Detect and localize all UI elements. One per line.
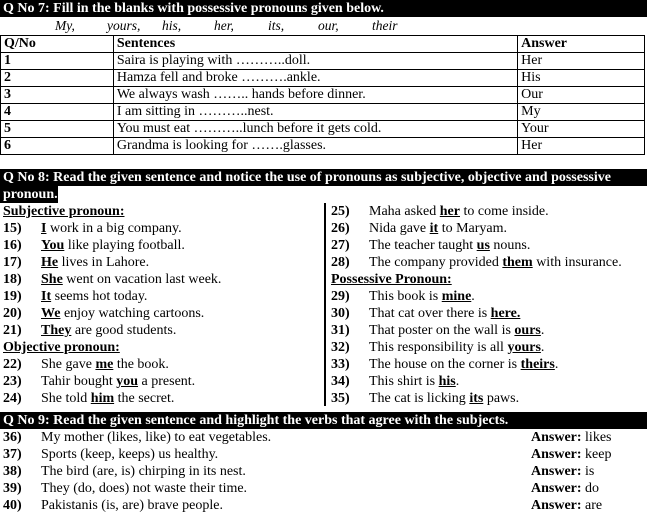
sentence-text xyxy=(369,203,549,220)
sentence-text: The bird (are, is) chirping in its nest. xyxy=(41,464,246,479)
row-number: 6 xyxy=(1,138,114,155)
sentence-text xyxy=(41,322,176,339)
header-sentences: Sentences xyxy=(113,36,517,53)
pronoun-word: yours, xyxy=(107,18,141,33)
item-number: 23) xyxy=(3,374,22,389)
item-number: 27) xyxy=(331,238,350,253)
row-sentence: Hamza fell and broke ……….ankle. xyxy=(113,70,517,87)
sentence-pre: Nida gave xyxy=(369,221,430,236)
sentence-pre: Tahir bought xyxy=(41,374,117,389)
sentence-pre: That poster on the wall is xyxy=(369,323,515,338)
answer-label: Answer: xyxy=(531,430,582,445)
pronoun-highlight: him xyxy=(90,391,115,406)
sentence-text xyxy=(41,220,182,237)
pronoun-highlight: me xyxy=(95,357,114,372)
answer-value: do xyxy=(585,481,600,496)
q9-row xyxy=(3,446,643,463)
pronoun-highlight: They xyxy=(41,323,72,338)
item-number: 16) xyxy=(3,238,22,253)
sentence-text xyxy=(369,288,475,305)
table-row xyxy=(1,53,645,70)
answer xyxy=(531,446,611,463)
sentence-text xyxy=(41,305,204,322)
sentence-text xyxy=(369,254,622,271)
sentence-post: like playing football. xyxy=(64,238,185,253)
item-number: 15) xyxy=(3,221,22,236)
row-sentence: Grandma is looking for …….glasses. xyxy=(113,138,517,155)
sentence-post: nouns. xyxy=(489,238,531,253)
row-answer: Her xyxy=(518,53,645,70)
item-number: 26) xyxy=(331,221,350,236)
column-divider xyxy=(324,203,326,406)
sentence-post: are good students. xyxy=(71,323,177,338)
sentence-text xyxy=(369,390,519,407)
q8-title-line1: Q No 8: Read the given sentence and notice the use of pronouns as subjective, objective and possessive xyxy=(0,169,647,186)
sentence-text: Pakistanis (is, are) brave people. xyxy=(41,498,223,513)
sentence-post: a present. xyxy=(138,374,196,389)
sentence-text: Sports (keep, keeps) us healthy. xyxy=(41,447,219,462)
item-number: 30) xyxy=(331,306,350,321)
sentence-text xyxy=(41,390,174,407)
pronoun-highlight: it xyxy=(429,221,439,236)
sentence-post: work in a big company. xyxy=(46,221,182,236)
sentence-text: They (do, does) not waste their time. xyxy=(41,481,248,496)
sentence-post: . xyxy=(455,374,460,389)
item-number: 39) xyxy=(3,481,22,496)
row-answer: Your xyxy=(518,121,645,138)
row-answer: Our xyxy=(518,87,645,104)
item-number: 28) xyxy=(331,255,350,270)
sentence-post: seems hot today. xyxy=(51,289,148,304)
sentence-pre: The cat is licking xyxy=(369,391,470,406)
item-number: 33) xyxy=(331,357,350,372)
sentence-text xyxy=(369,322,544,339)
row-number: 2 xyxy=(1,70,114,87)
pronoun-highlight: us xyxy=(476,238,490,253)
pronoun-highlight: its xyxy=(469,391,484,406)
q9-title: Q No 9: Read the given sentence and highlight the verbs that agree with the subjects. xyxy=(0,412,647,429)
table-row xyxy=(1,104,645,121)
sentence-text xyxy=(369,339,544,356)
answer-label: Answer: xyxy=(531,464,582,479)
pronoun-word: his, xyxy=(162,18,182,33)
sentence-pre: The company provided xyxy=(369,255,503,270)
sentence-text xyxy=(369,305,520,322)
sentence-post: went on vacation last week. xyxy=(62,272,222,287)
item-number: 37) xyxy=(3,447,22,462)
sentence-text xyxy=(41,254,149,271)
sentence-post: lives in Lahore. xyxy=(58,255,150,270)
answer xyxy=(531,429,612,446)
sentence-pre: This book is xyxy=(369,289,442,304)
pronoun-highlight: You xyxy=(41,238,65,253)
pronoun-word: our, xyxy=(318,18,339,33)
pronoun-highlight: ours xyxy=(514,323,541,338)
sentence-text xyxy=(41,237,185,254)
sentence-post: . xyxy=(554,357,559,372)
sentence-post: . xyxy=(540,340,545,355)
sentence-pre: Maha asked xyxy=(369,204,440,219)
pronoun-highlight: I xyxy=(41,221,47,236)
sentence-post: to Maryam. xyxy=(438,221,508,236)
row-sentence: I am sitting in ………..nest. xyxy=(113,104,517,121)
sentence-text xyxy=(369,373,459,390)
pronoun-word: its, xyxy=(268,18,285,33)
q9-row xyxy=(3,480,643,497)
row-answer: My xyxy=(518,104,645,121)
sentence-text: My mother (likes, like) to eat vegetables. xyxy=(41,430,272,445)
pronoun-highlight: She xyxy=(41,272,63,287)
header-answer: Answer xyxy=(518,36,645,53)
sentence-pre: She told xyxy=(41,391,91,406)
item-number: 20) xyxy=(3,306,22,321)
pronoun-list xyxy=(0,18,647,34)
row-number: 1 xyxy=(1,53,114,70)
answer xyxy=(531,480,599,497)
sentence-pre: The house on the corner is xyxy=(369,357,521,372)
row-number: 4 xyxy=(1,104,114,121)
row-number: 5 xyxy=(1,121,114,138)
header-qno: Q/No xyxy=(1,36,114,53)
pronoun-highlight: them xyxy=(502,255,533,270)
answer xyxy=(531,463,594,480)
subjective-heading: Subjective pronoun: xyxy=(3,204,125,219)
row-sentence: Saira is playing with ………..doll. xyxy=(113,53,517,70)
q9-row xyxy=(3,429,643,446)
q9-row xyxy=(3,497,643,514)
pronoun-highlight: mine xyxy=(441,289,472,304)
sentence-text xyxy=(41,373,195,390)
table-header-row xyxy=(1,36,645,53)
item-number: 22) xyxy=(3,357,22,372)
sentence-post: with insurance. xyxy=(532,255,622,270)
table-row xyxy=(1,138,645,155)
item-number: 32) xyxy=(331,340,350,355)
sentence-post: to come inside. xyxy=(459,204,549,219)
sentence-text xyxy=(41,288,147,305)
sentence-pre: The teacher taught xyxy=(369,238,477,253)
row-sentence: You must eat ………..lunch before it gets cold. xyxy=(113,121,517,138)
q8-title-line2: pronoun. xyxy=(0,186,58,203)
sentence-pre: She gave xyxy=(41,357,96,372)
sentence-pre: This responsibility is all xyxy=(369,340,508,355)
pronoun-highlight: her xyxy=(439,204,460,219)
pronoun-word: My, xyxy=(55,18,75,33)
item-number: 40) xyxy=(3,498,22,513)
sentence-post: the book. xyxy=(113,357,169,372)
q7-table xyxy=(0,35,645,155)
pronoun-highlight: his xyxy=(438,374,456,389)
item-number: 24) xyxy=(3,391,22,406)
answer-value: is xyxy=(585,464,595,479)
answer-value: likes xyxy=(585,430,612,445)
sentence-text xyxy=(41,356,169,373)
row-answer: Her xyxy=(518,138,645,155)
pronoun-highlight: here. xyxy=(490,306,521,321)
row-answer: His xyxy=(518,70,645,87)
pronoun-word: their xyxy=(372,18,398,33)
sentence-text xyxy=(369,356,558,373)
q9-row xyxy=(3,463,643,480)
answer-value: keep xyxy=(585,447,612,462)
table-row xyxy=(1,121,645,138)
sentence-post: . xyxy=(540,323,545,338)
pronoun-highlight: We xyxy=(41,306,61,321)
pronoun-highlight: theirs xyxy=(520,357,555,372)
pronoun-highlight: yours xyxy=(507,340,541,355)
row-sentence: We always wash …….. hands before dinner. xyxy=(113,87,517,104)
item-number: 34) xyxy=(331,374,350,389)
item-number: 19) xyxy=(3,289,22,304)
sentence-post: . xyxy=(471,289,475,304)
item-number: 31) xyxy=(331,323,350,338)
sentence-pre: This shirt is xyxy=(369,374,439,389)
item-number: 29) xyxy=(331,289,350,304)
sentence-text xyxy=(41,271,221,288)
objective-heading: Objective pronoun: xyxy=(3,340,120,355)
pronoun-word: her, xyxy=(214,18,234,33)
item-number: 17) xyxy=(3,255,22,270)
sentence-post: enjoy watching cartoons. xyxy=(60,306,205,321)
sentence-pre: That cat over there is xyxy=(369,306,491,321)
table-row xyxy=(1,70,645,87)
row-number: 3 xyxy=(1,87,114,104)
sentence-post: the secret. xyxy=(114,391,175,406)
item-number: 18) xyxy=(3,272,22,287)
answer xyxy=(531,497,602,514)
sentence-post: paws. xyxy=(483,391,520,406)
answer-label: Answer: xyxy=(531,447,582,462)
answer-label: Answer: xyxy=(531,481,582,496)
item-number: 35) xyxy=(331,391,350,406)
answer-label: Answer: xyxy=(531,498,582,513)
pronoun-highlight: you xyxy=(116,374,139,389)
item-number: 21) xyxy=(3,323,22,338)
answer-value: are xyxy=(585,498,603,513)
pronoun-highlight: It xyxy=(41,289,52,304)
sentence-text xyxy=(369,237,530,254)
q7-title: Q No 7: Fill in the blanks with possessive pronouns given below. xyxy=(0,0,647,17)
item-number: 38) xyxy=(3,464,22,479)
item-number: 36) xyxy=(3,430,22,445)
table-row xyxy=(1,87,645,104)
sentence-text xyxy=(369,220,507,237)
possessive-heading: Possessive Pronoun: xyxy=(331,272,452,287)
item-number: 25) xyxy=(331,204,350,219)
pronoun-highlight: He xyxy=(41,255,59,270)
